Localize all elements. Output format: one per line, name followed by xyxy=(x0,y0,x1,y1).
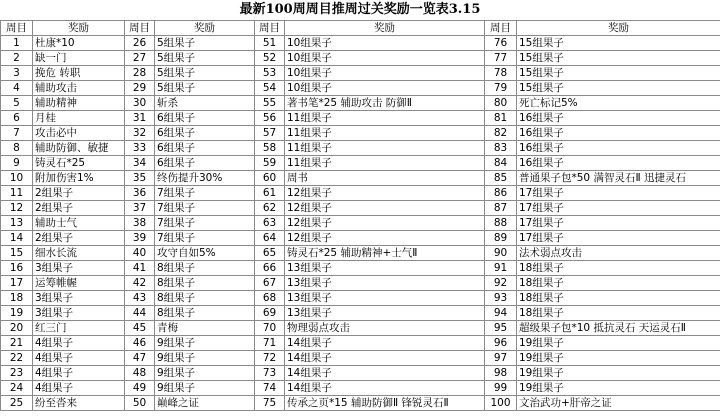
reward-cell[interactable]: 17组果子 xyxy=(517,201,720,216)
reward-cell[interactable]: 3组果子 xyxy=(33,261,125,276)
week-number-cell[interactable]: 21 xyxy=(1,336,33,351)
reward-cell[interactable]: 6组果子 xyxy=(155,156,255,171)
reward-cell[interactable]: 12组果子 xyxy=(285,216,485,231)
week-number-cell[interactable]: 34 xyxy=(125,156,155,171)
table-row xyxy=(1,66,720,81)
week-number-cell[interactable]: 90 xyxy=(485,246,517,261)
week-number-cell[interactable]: 18 xyxy=(1,291,33,306)
week-number-cell[interactable]: 37 xyxy=(125,201,155,216)
header-week: 周目 xyxy=(1,21,33,36)
reward-cell[interactable]: 9组果子 xyxy=(155,336,255,351)
week-number-cell[interactable]: 78 xyxy=(485,66,517,81)
week-number-cell[interactable]: 16 xyxy=(1,261,33,276)
week-number-cell[interactable]: 89 xyxy=(485,231,517,246)
reward-cell[interactable]: 8组果子 xyxy=(155,261,255,276)
reward-cell[interactable]: 巅峰之证 xyxy=(155,396,255,411)
table-row xyxy=(1,321,720,336)
week-number-cell[interactable]: 58 xyxy=(255,141,285,156)
week-number-cell[interactable]: 51 xyxy=(255,36,285,51)
table-row xyxy=(1,231,720,246)
reward-cell[interactable]: 杜康*10 xyxy=(33,36,125,51)
table-row xyxy=(1,246,720,261)
week-number-cell[interactable]: 12 xyxy=(1,201,33,216)
reward-cell[interactable]: 9组果子 xyxy=(155,351,255,366)
reward-cell[interactable]: 15组果子 xyxy=(517,81,720,96)
week-number-cell[interactable]: 25 xyxy=(1,396,33,411)
header-week: 周目 xyxy=(125,21,155,36)
week-number-cell[interactable]: 68 xyxy=(255,291,285,306)
week-number-cell[interactable]: 100 xyxy=(485,396,517,411)
reward-cell[interactable]: 2组果子 xyxy=(33,186,125,201)
week-number-cell[interactable]: 33 xyxy=(125,141,155,156)
week-number-cell[interactable]: 17 xyxy=(1,276,33,291)
week-number-cell[interactable]: 82 xyxy=(485,126,517,141)
reward-cell[interactable]: 月桂 xyxy=(33,111,125,126)
table-body xyxy=(1,36,720,411)
reward-cell[interactable]: 红三门 xyxy=(33,321,125,336)
table-row xyxy=(1,381,720,396)
week-number-cell[interactable]: 83 xyxy=(485,141,517,156)
reward-cell[interactable]: 11组果子 xyxy=(285,156,485,171)
reward-cell[interactable]: 12组果子 xyxy=(285,231,485,246)
week-number-cell[interactable]: 88 xyxy=(485,216,517,231)
reward-cell[interactable]: 13组果子 xyxy=(285,276,485,291)
table-row xyxy=(1,81,720,96)
reward-cell[interactable]: 辅助士气 xyxy=(33,216,125,231)
reward-cell[interactable]: 14组果子 xyxy=(285,366,485,381)
week-number-cell[interactable]: 38 xyxy=(125,216,155,231)
week-number-cell[interactable]: 57 xyxy=(255,126,285,141)
week-number-cell[interactable]: 81 xyxy=(485,111,517,126)
table-row xyxy=(1,156,720,171)
reward-cell[interactable]: 10组果子 xyxy=(285,51,485,66)
reward-cell[interactable]: 18组果子 xyxy=(517,261,720,276)
reward-cell[interactable]: 青梅 xyxy=(155,321,255,336)
week-number-cell[interactable]: 99 xyxy=(485,381,517,396)
table-row xyxy=(1,216,720,231)
week-number-cell[interactable]: 84 xyxy=(485,156,517,171)
header-reward: 奖励 xyxy=(517,21,720,36)
reward-cell[interactable]: 运筹帷幄 xyxy=(33,276,125,291)
table-row xyxy=(1,396,720,411)
reward-cell[interactable]: 11组果子 xyxy=(285,141,485,156)
reward-cell[interactable]: 普通果子包*50 满智灵石Ⅱ 迅捷灵石 xyxy=(517,171,720,186)
reward-cell[interactable]: 17组果子 xyxy=(517,216,720,231)
table-row xyxy=(1,36,720,51)
reward-cell[interactable]: 15组果子 xyxy=(517,66,720,81)
week-number-cell[interactable]: 49 xyxy=(125,381,155,396)
reward-cell[interactable]: 10组果子 xyxy=(285,36,485,51)
reward-cell[interactable]: 13组果子 xyxy=(285,306,485,321)
table-row xyxy=(1,141,720,156)
reward-cell[interactable]: 18组果子 xyxy=(517,291,720,306)
reward-cell[interactable]: 死亡标记5% xyxy=(517,96,720,111)
table-row xyxy=(1,276,720,291)
week-number-cell[interactable]: 63 xyxy=(255,216,285,231)
week-number-cell[interactable]: 19 xyxy=(1,306,33,321)
reward-cell[interactable]: 8组果子 xyxy=(155,306,255,321)
reward-cell[interactable]: 4组果子 xyxy=(33,366,125,381)
reward-cell[interactable]: 5组果子 xyxy=(155,66,255,81)
reward-cell[interactable]: 6组果子 xyxy=(155,111,255,126)
header-week: 周目 xyxy=(255,21,285,36)
reward-cell[interactable]: 19组果子 xyxy=(517,351,720,366)
table-row xyxy=(1,306,720,321)
reward-cell[interactable]: 超级果子包*10 抵抗灵石 天运灵石Ⅱ xyxy=(517,321,720,336)
week-number-cell[interactable]: 41 xyxy=(125,261,155,276)
reward-cell[interactable]: 16组果子 xyxy=(517,111,720,126)
reward-cell[interactable]: 13组果子 xyxy=(285,261,485,276)
week-number-cell[interactable]: 60 xyxy=(255,171,285,186)
week-number-cell[interactable]: 23 xyxy=(1,366,33,381)
reward-cell[interactable]: 18组果子 xyxy=(517,306,720,321)
reward-cell[interactable]: 纷至沓来 xyxy=(33,396,125,411)
week-number-cell[interactable]: 2 xyxy=(1,51,33,66)
reward-cell[interactable]: 6组果子 xyxy=(155,126,255,141)
week-number-cell[interactable]: 71 xyxy=(255,336,285,351)
week-number-cell[interactable]: 29 xyxy=(125,81,155,96)
reward-cell[interactable]: 7组果子 xyxy=(155,201,255,216)
week-number-cell[interactable]: 43 xyxy=(125,291,155,306)
reward-cell[interactable]: 11组果子 xyxy=(285,111,485,126)
week-number-cell[interactable]: 85 xyxy=(485,171,517,186)
reward-cell[interactable]: 细水长流 xyxy=(33,246,125,261)
week-number-cell[interactable]: 91 xyxy=(485,261,517,276)
week-number-cell[interactable]: 59 xyxy=(255,156,285,171)
header-reward: 奖励 xyxy=(33,21,125,36)
reward-cell[interactable]: 10组果子 xyxy=(285,81,485,96)
header-reward: 奖励 xyxy=(155,21,255,36)
week-number-cell[interactable]: 47 xyxy=(125,351,155,366)
reward-cell[interactable]: 12组果子 xyxy=(285,201,485,216)
reward-cell[interactable]: 5组果子 xyxy=(155,36,255,51)
week-number-cell[interactable]: 32 xyxy=(125,126,155,141)
week-number-cell[interactable]: 20 xyxy=(1,321,33,336)
table-row xyxy=(1,111,720,126)
reward-cell[interactable]: 4组果子 xyxy=(33,336,125,351)
reward-cell[interactable]: 2组果子 xyxy=(33,231,125,246)
week-number-cell[interactable]: 80 xyxy=(485,96,517,111)
week-number-cell[interactable]: 14 xyxy=(1,231,33,246)
reward-cell[interactable]: 7组果子 xyxy=(155,216,255,231)
reward-cell[interactable]: 斩杀 xyxy=(155,96,255,111)
reward-cell[interactable]: 辅助攻击 xyxy=(33,81,125,96)
week-number-cell[interactable]: 65 xyxy=(255,246,285,261)
week-number-cell[interactable]: 74 xyxy=(255,381,285,396)
week-number-cell[interactable]: 94 xyxy=(485,306,517,321)
reward-cell[interactable]: 17组果子 xyxy=(517,186,720,201)
week-number-cell[interactable]: 50 xyxy=(125,396,155,411)
reward-cell[interactable]: 攻击必中 xyxy=(33,126,125,141)
week-number-cell[interactable]: 5 xyxy=(1,96,33,111)
week-number-cell[interactable]: 31 xyxy=(125,111,155,126)
week-number-cell[interactable]: 53 xyxy=(255,66,285,81)
week-number-cell[interactable]: 45 xyxy=(125,321,155,336)
reward-cell[interactable]: 10组果子 xyxy=(285,66,485,81)
reward-cell[interactable]: 4组果子 xyxy=(33,381,125,396)
week-number-cell[interactable]: 69 xyxy=(255,306,285,321)
week-number-cell[interactable]: 70 xyxy=(255,321,285,336)
week-number-cell[interactable]: 79 xyxy=(485,81,517,96)
week-number-cell[interactable]: 52 xyxy=(255,51,285,66)
reward-table xyxy=(0,20,720,411)
week-number-cell[interactable]: 27 xyxy=(125,51,155,66)
week-number-cell[interactable]: 86 xyxy=(485,186,517,201)
reward-cell[interactable]: 14组果子 xyxy=(285,381,485,396)
reward-cell[interactable]: 传承之页*15 辅助防御Ⅱ 锋锐灵石Ⅱ xyxy=(285,396,485,411)
week-number-cell[interactable]: 46 xyxy=(125,336,155,351)
week-number-cell[interactable]: 28 xyxy=(125,66,155,81)
header-row xyxy=(1,21,720,36)
reward-cell[interactable]: 挽危 转职 xyxy=(33,66,125,81)
week-number-cell[interactable]: 30 xyxy=(125,96,155,111)
reward-cell[interactable]: 著书笔*25 辅助攻击 防御Ⅱ xyxy=(285,96,485,111)
reward-cell[interactable]: 14组果子 xyxy=(285,336,485,351)
week-number-cell[interactable]: 76 xyxy=(485,36,517,51)
week-number-cell[interactable]: 67 xyxy=(255,276,285,291)
week-number-cell[interactable]: 54 xyxy=(255,81,285,96)
reward-cell[interactable]: 7组果子 xyxy=(155,231,255,246)
week-number-cell[interactable]: 87 xyxy=(485,201,517,216)
week-number-cell[interactable]: 72 xyxy=(255,351,285,366)
table-row xyxy=(1,171,720,186)
week-number-cell[interactable]: 93 xyxy=(485,291,517,306)
week-number-cell[interactable]: 64 xyxy=(255,231,285,246)
week-number-cell[interactable]: 55 xyxy=(255,96,285,111)
week-number-cell[interactable]: 24 xyxy=(1,381,33,396)
reward-cell[interactable]: 终伤提升30% xyxy=(155,171,255,186)
reward-cell[interactable]: 3组果子 xyxy=(33,291,125,306)
reward-cell[interactable]: 辅助精神 xyxy=(33,96,125,111)
reward-cell[interactable]: 铸灵石*25 辅助精神+士气Ⅱ xyxy=(285,246,485,261)
week-number-cell[interactable]: 92 xyxy=(485,276,517,291)
reward-cell[interactable]: 6组果子 xyxy=(155,141,255,156)
reward-cell[interactable]: 周书 xyxy=(285,171,485,186)
reward-cell[interactable]: 19组果子 xyxy=(517,366,720,381)
week-number-cell[interactable]: 97 xyxy=(485,351,517,366)
week-number-cell[interactable]: 42 xyxy=(125,276,155,291)
reward-cell[interactable]: 8组果子 xyxy=(155,291,255,306)
reward-cell[interactable]: 5组果子 xyxy=(155,81,255,96)
week-number-cell[interactable]: 56 xyxy=(255,111,285,126)
reward-cell[interactable]: 16组果子 xyxy=(517,126,720,141)
week-number-cell[interactable]: 66 xyxy=(255,261,285,276)
table-row xyxy=(1,291,720,306)
week-number-cell[interactable]: 36 xyxy=(125,186,155,201)
week-number-cell[interactable]: 3 xyxy=(1,66,33,81)
reward-cell[interactable]: 17组果子 xyxy=(517,231,720,246)
reward-cell[interactable]: 14组果子 xyxy=(285,351,485,366)
week-number-cell[interactable]: 44 xyxy=(125,306,155,321)
reward-cell[interactable]: 7组果子 xyxy=(155,186,255,201)
week-number-cell[interactable]: 4 xyxy=(1,81,33,96)
table-row xyxy=(1,186,720,201)
reward-cell[interactable]: 4组果子 xyxy=(33,351,125,366)
reward-cell[interactable]: 8组果子 xyxy=(155,276,255,291)
reward-cell[interactable]: 辅助防御、敏捷 xyxy=(33,141,125,156)
reward-cell[interactable]: 法术弱点攻击 xyxy=(517,246,720,261)
week-number-cell[interactable]: 39 xyxy=(125,231,155,246)
week-number-cell[interactable]: 1 xyxy=(1,36,33,51)
reward-cell[interactable]: 16组果子 xyxy=(517,156,720,171)
week-number-cell[interactable]: 22 xyxy=(1,351,33,366)
week-number-cell[interactable]: 7 xyxy=(1,126,33,141)
reward-cell[interactable]: 5组果子 xyxy=(155,51,255,66)
week-number-cell[interactable]: 75 xyxy=(255,396,285,411)
reward-cell[interactable]: 物理弱点攻击 xyxy=(285,321,485,336)
week-number-cell[interactable]: 26 xyxy=(125,36,155,51)
week-number-cell[interactable]: 6 xyxy=(1,111,33,126)
reward-cell[interactable]: 铸灵石*25 xyxy=(33,156,125,171)
week-number-cell[interactable]: 35 xyxy=(125,171,155,186)
reward-cell[interactable]: 18组果子 xyxy=(517,276,720,291)
table-row xyxy=(1,126,720,141)
reward-cell[interactable]: 3组果子 xyxy=(33,306,125,321)
week-number-cell[interactable]: 98 xyxy=(485,366,517,381)
week-number-cell[interactable]: 77 xyxy=(485,51,517,66)
table-row xyxy=(1,51,720,66)
reward-cell[interactable]: 文治武功+肝帝之证 xyxy=(517,396,720,411)
week-number-cell[interactable]: 96 xyxy=(485,336,517,351)
week-number-cell[interactable]: 13 xyxy=(1,216,33,231)
table-row xyxy=(1,366,720,381)
table-row xyxy=(1,261,720,276)
reward-cell[interactable]: 15组果子 xyxy=(517,36,720,51)
week-number-cell[interactable]: 62 xyxy=(255,201,285,216)
reward-cell[interactable]: 攻守自如5% xyxy=(155,246,255,261)
table-row xyxy=(1,351,720,366)
reward-cell[interactable]: 11组果子 xyxy=(285,126,485,141)
header-week: 周目 xyxy=(485,21,517,36)
week-number-cell[interactable]: 48 xyxy=(125,366,155,381)
table-row xyxy=(1,336,720,351)
reward-cell[interactable]: 13组果子 xyxy=(285,291,485,306)
reward-cell[interactable]: 9组果子 xyxy=(155,381,255,396)
reward-cell[interactable]: 19组果子 xyxy=(517,381,720,396)
reward-cell[interactable]: 2组果子 xyxy=(33,201,125,216)
week-number-cell[interactable]: 11 xyxy=(1,186,33,201)
header-reward: 奖励 xyxy=(285,21,485,36)
reward-cell[interactable]: 缺一门 xyxy=(33,51,125,66)
week-number-cell[interactable]: 10 xyxy=(1,171,33,186)
reward-cell[interactable]: 12组果子 xyxy=(285,186,485,201)
week-number-cell[interactable]: 40 xyxy=(125,246,155,261)
reward-cell[interactable]: 16组果子 xyxy=(517,141,720,156)
week-number-cell[interactable]: 8 xyxy=(1,141,33,156)
sheet-title: 最新100周周目推周过关奖励一览表3.15 xyxy=(0,0,720,20)
week-number-cell[interactable]: 73 xyxy=(255,366,285,381)
reward-cell[interactable]: 附加伤害1% xyxy=(33,171,125,186)
reward-cell[interactable]: 9组果子 xyxy=(155,366,255,381)
table-row xyxy=(1,201,720,216)
week-number-cell[interactable]: 9 xyxy=(1,156,33,171)
week-number-cell[interactable]: 61 xyxy=(255,186,285,201)
week-number-cell[interactable]: 15 xyxy=(1,246,33,261)
reward-cell[interactable]: 15组果子 xyxy=(517,51,720,66)
reward-cell[interactable]: 19组果子 xyxy=(517,336,720,351)
table-row xyxy=(1,96,720,111)
week-number-cell[interactable]: 95 xyxy=(485,321,517,336)
